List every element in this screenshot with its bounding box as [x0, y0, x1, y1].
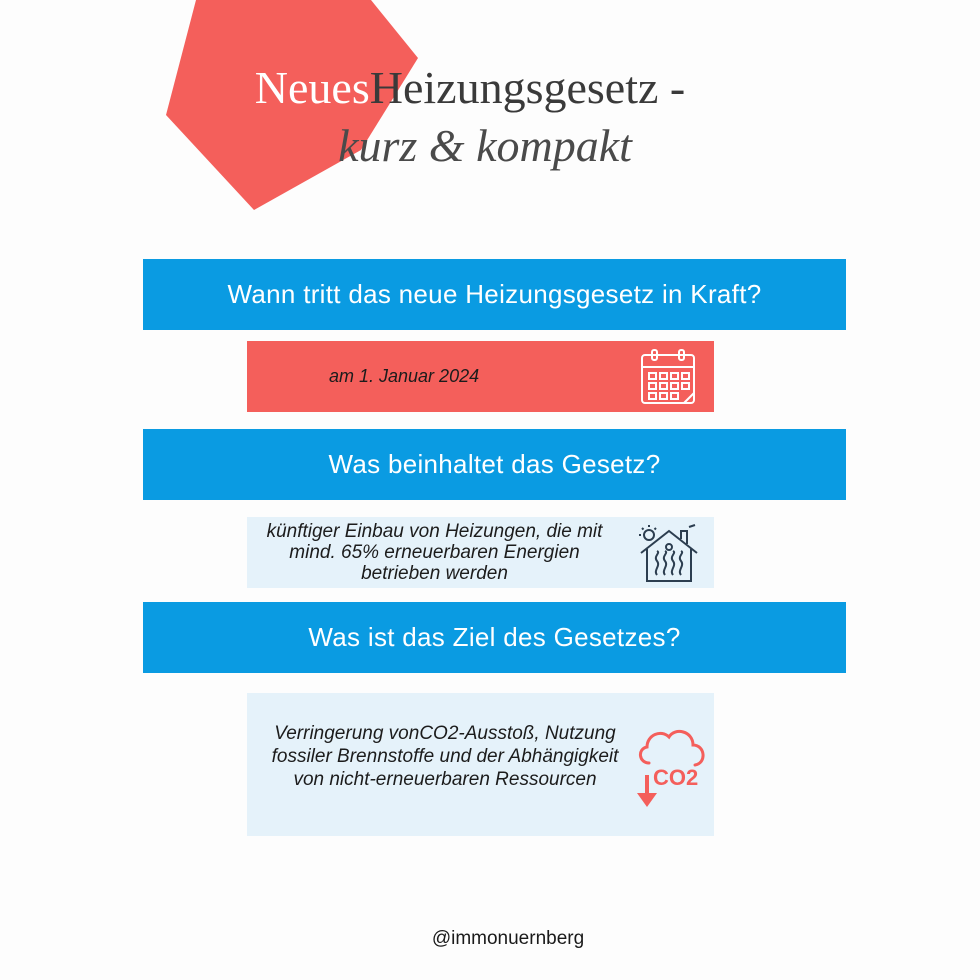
- question-bar-3: [143, 602, 846, 673]
- answer-text: Verringerung vonCO2-Ausstoß, Nutzung fossiler Brennstoffe und der Abhängigkeit von nicht-erneuerbaren Ressourcen: [271, 723, 619, 790]
- page-subtitle: [0, 118, 980, 174]
- heated-house-icon: [637, 523, 701, 585]
- calendar-icon: [640, 347, 696, 407]
- answer-box-3: [247, 693, 714, 836]
- title-word-neues: Neues: [254, 62, 370, 113]
- question-bar-1: [143, 259, 846, 330]
- subtitle-text: kurz & kompakt: [338, 120, 632, 171]
- question-text: Was beinhaltet das Gesetz?: [328, 449, 661, 479]
- co2-reduction-icon: [635, 723, 707, 809]
- question-text: Was ist das Ziel des Gesetzes?: [308, 622, 681, 652]
- page-title-line1: [0, 62, 980, 114]
- title-word-heizungsgesetz: Heizungsgesetz -: [369, 62, 686, 113]
- question-text: Wann tritt das neue Heizungsgesetz in Kraft?: [227, 279, 762, 309]
- answer-text: künftiger Einbau von Heizungen, die mit mind. 65% erneuerbaren Energien betrieben werden: [266, 521, 603, 584]
- answer-box-1: [247, 341, 714, 412]
- answer-text: am 1. Januar 2024: [329, 366, 480, 386]
- answer-box-2: [247, 517, 714, 588]
- footer-handle: @immonuernberg: [431, 928, 585, 949]
- co2-label: CO2: [653, 765, 699, 790]
- question-bar-2: [143, 429, 846, 500]
